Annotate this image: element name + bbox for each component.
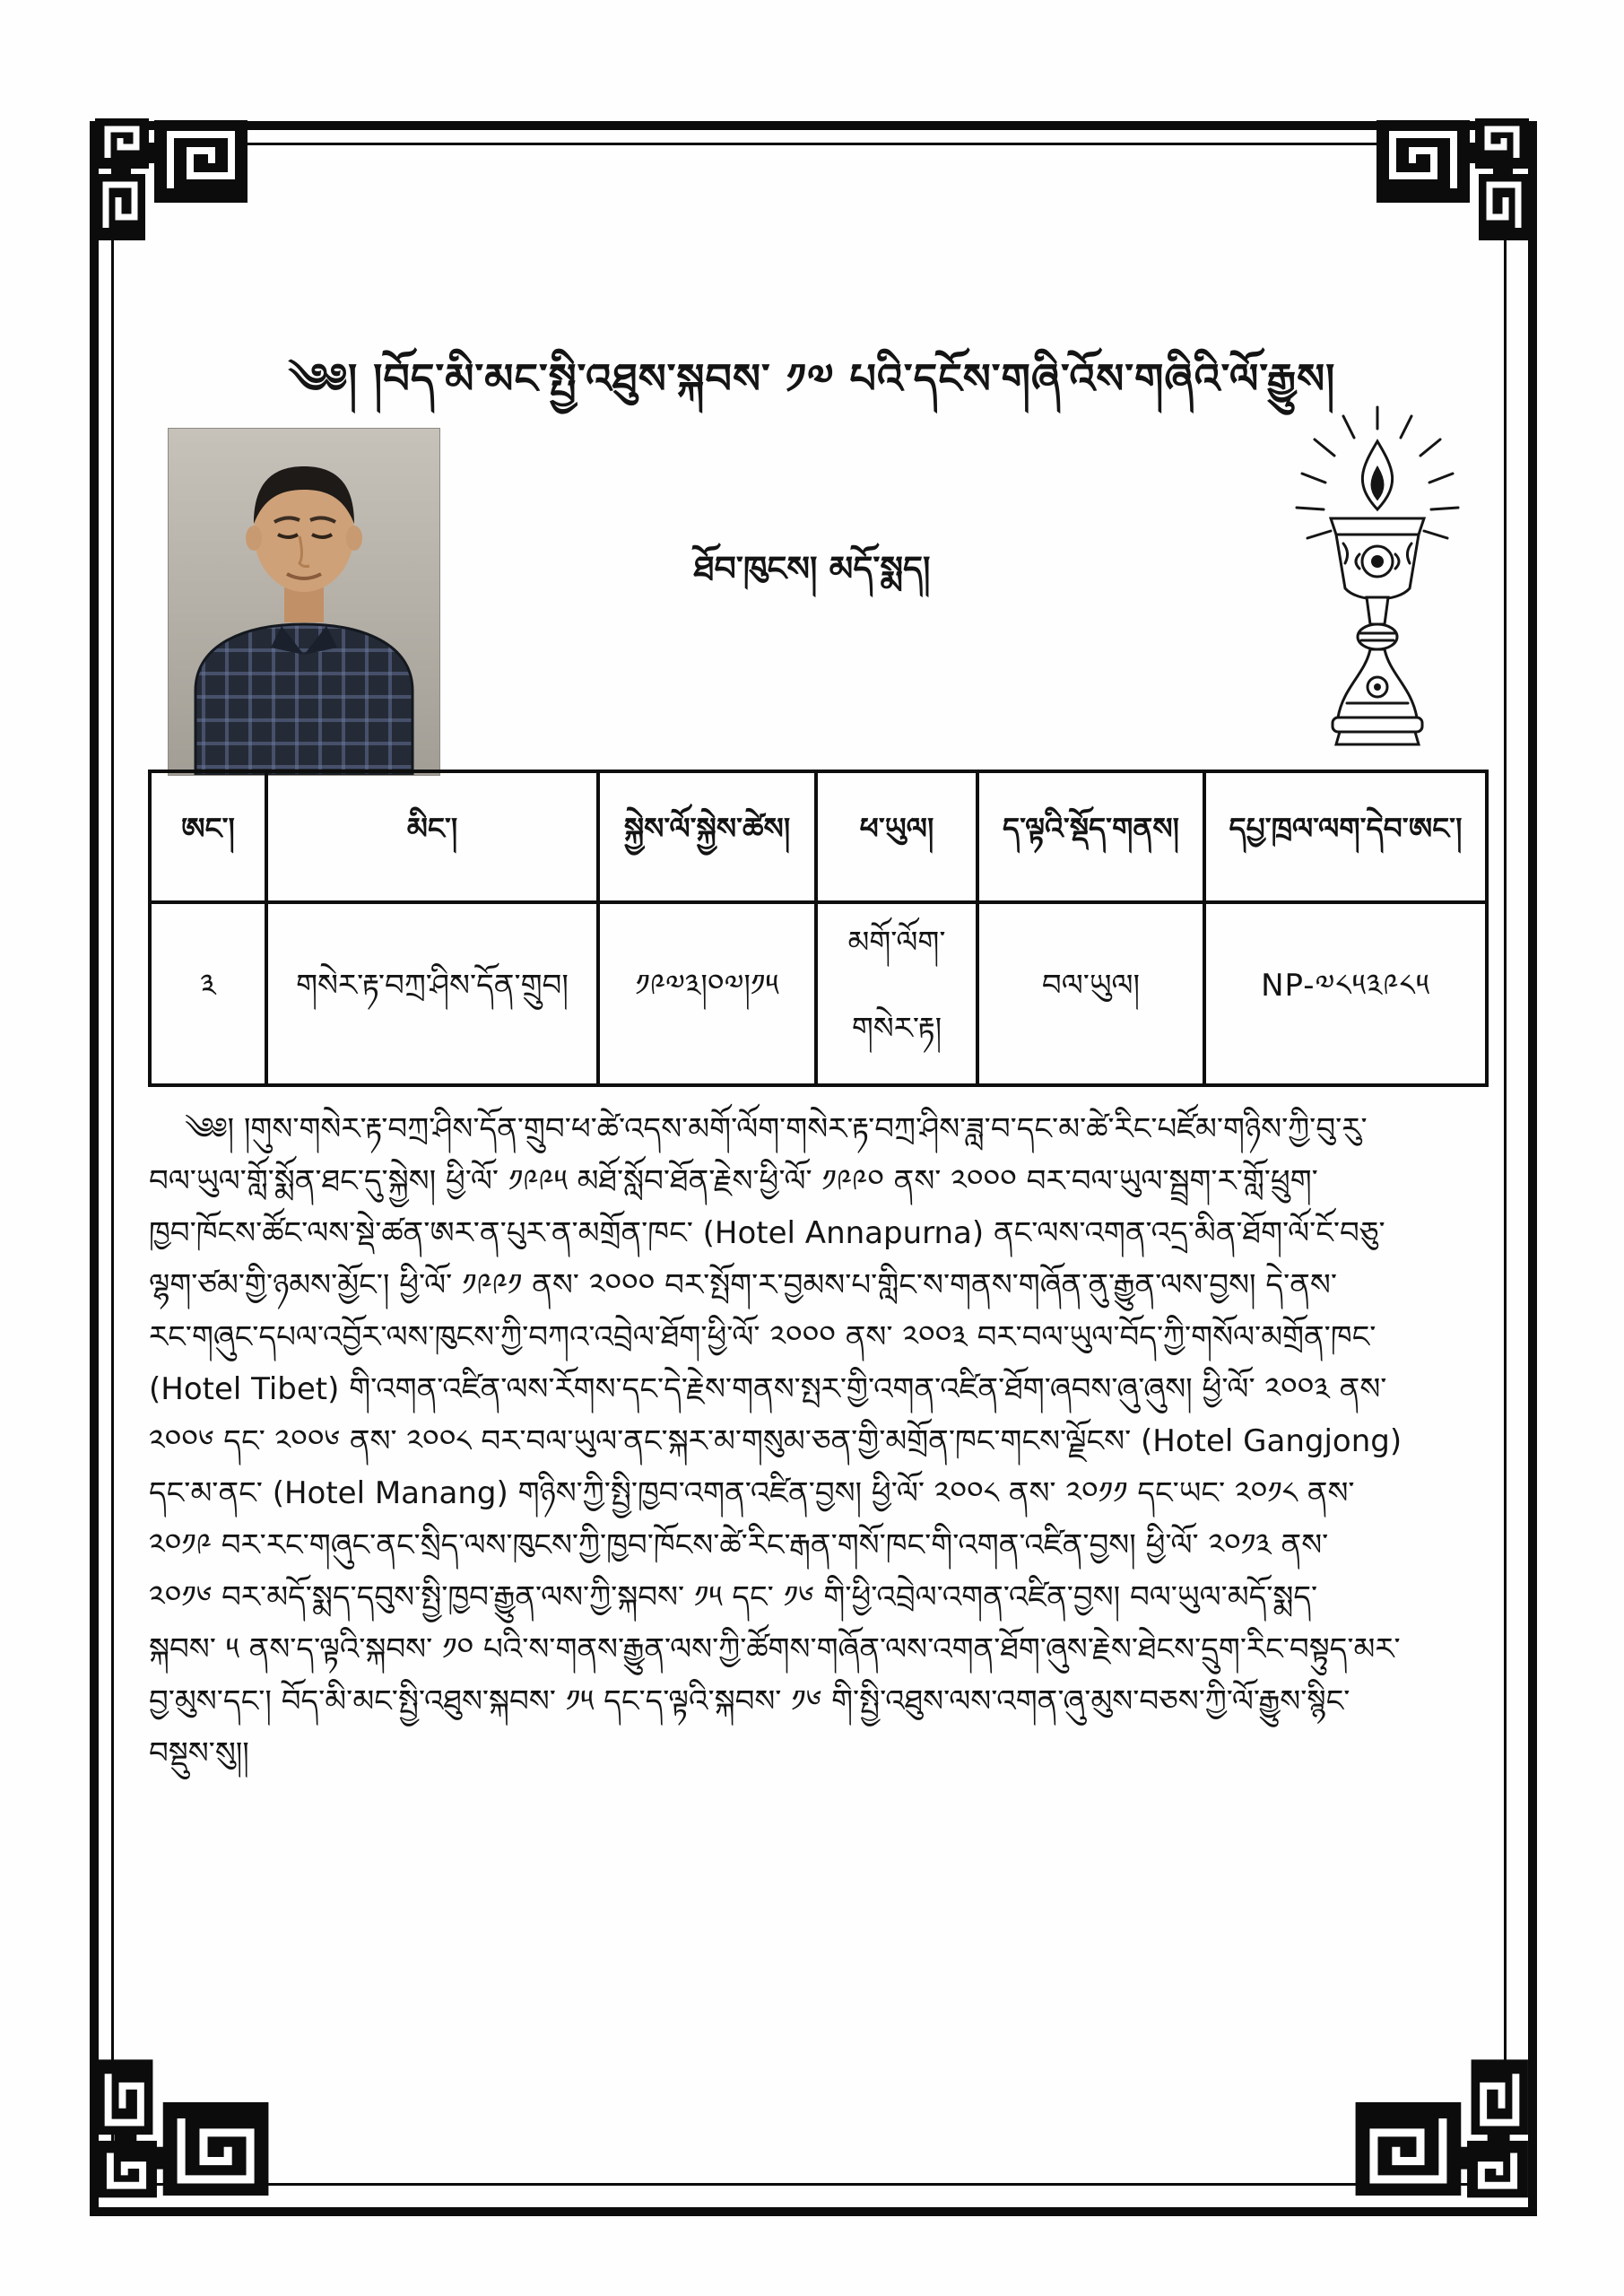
table-row <box>150 902 1487 1085</box>
cell-name: གསེར་རྟ་བཀྲ་ཤིས་དོན་གྲུབ། <box>266 902 598 1085</box>
header-homeland: ཕ་ཡུལ། <box>816 771 977 902</box>
bio-line: (Hotel Tibet) གི་འགན་འཛིན་ལས་རོགས་དང་དེ་རྗེས་གནས་སྤར་གྱི་འགན་འཛིན་ཐོག་ཞབས་ཞུ་ཞུས། ཕྱི་ལོ་ ༢༠༠༣ ནས་ <box>149 1371 1387 1407</box>
bio-line: ཁྱབ་ཁོངས་ཚོང་ལས་སྡེ་ཚན་ཨར་ན་པུར་ན་མགྲོན་ཁང་ (Hotel Annapurna) ནང་ལས་འགན་འདྲ་མིན་ཐོག་ལོ་ངོ་བཅུ་ <box>149 1215 1385 1251</box>
bio-line: ༢༠༠༦ དང་ ༢༠༠༦ ནས་ ༢༠༠༨ བར་བལ་ཡུལ་ནང་སྐར་མ་གསུམ་ཅན་གྱི་མགྲོན་ཁང་གངས་ལྗོངས་ (Hotel Gangjong) <box>149 1423 1403 1459</box>
candidate-photo <box>169 429 439 775</box>
constituency-subtitle: ཐོབ་ཁུངས། མདོ་སྨད། <box>693 549 931 588</box>
butter-lamp-icon <box>1284 402 1477 777</box>
cell-homeland: མགོ་ལོག་ གསེར་རྟ། <box>816 902 977 1085</box>
cell-current-residence: བལ་ཡུལ། <box>977 902 1204 1085</box>
bio-line: སྐབས་ ༥ ནས་ད་ལྟའི་སྐབས་ ༡༠ པའི་ས་གནས་རྒྱུན་ལས་ཀྱི་ཚོགས་གཞོན་ལས་འགན་ཐོག་ཞུས་རྗེས་ཐེངས་དྲུག་རིང་བསྟུད་མར་ <box>149 1631 1401 1667</box>
corner-ornament-top-left-icon <box>88 111 258 273</box>
header-name: མིང་། <box>266 771 598 902</box>
corner-ornament-bottom-right-icon <box>1343 2022 1536 2206</box>
bio-line: བལ་ཡུལ་གློ་སྨོན་ཐང་དུ་སྐྱེས། ཕྱི་ལོ་ ༡༩༩༥ མཐོ་སློབ་ཐོན་རྗེས་ཕྱི་ལོ་ ༡༩༩༠ ནས་ ༢༠༠༠ བར་བལ་ཡུལ་སྦྲག་ར་གློ་ཕྲུག་ <box>149 1163 1318 1199</box>
cell-number: ༣ <box>150 902 266 1085</box>
bio-line: རང་གཞུང་དཔལ་འབྱོར་ལས་ཁུངས་ཀྱི་བཀའ་འབྲེལ་ཐོག་ཕྱི་ལོ་ ༢༠༠༠ ནས་ ༢༠༠༣ བར་བལ་ཡུལ་བོད་ཀྱི་གསོལ་མགྲོན་ཁང་ <box>149 1319 1376 1355</box>
header-number: ཨང་། <box>150 771 266 902</box>
bio-line: ༢༠༡༦ བར་མདོ་སྨད་དབུས་སྤྱི་ཁྱབ་རྒྱུན་ལས་ཀྱི་སྐབས་ ༡༥ དང་ ༡༦ གི་ཕྱི་འབྲེལ་འགན་འཛིན་བྱས། བལ་ཡུལ་མདོ་སྨད་ <box>149 1579 1318 1615</box>
corner-ornament-bottom-left-icon <box>88 2022 281 2206</box>
header-green-book-number: དཔྱ་ཁྲལ་ལག་དེབ་ཨང་། <box>1204 771 1487 902</box>
biography-paragraph <box>149 1103 1487 1779</box>
bio-line: ༄༅། །གུས་གསེར་རྟ་བཀྲ་ཤིས་དོན་གྲུབ་ཕ་ཚེ་འདས་མགོ་ལོག་གསེར་རྟ་བཀྲ་ཤིས་ཟླ་བ་དང་མ་ཚེ་རིང་པཛོམ་གཉིས་ཀྱི་བུ་རུ་ <box>185 1111 1368 1147</box>
table-header-row <box>150 771 1487 902</box>
header-birth-date: སྐྱེས་ལོ་སྐྱེས་ཚེས། <box>598 771 816 902</box>
header-current-residence: ད་ལྟའི་སྡོད་གནས། <box>977 771 1204 902</box>
portrait-illustration <box>169 429 439 775</box>
bio-line: ལྷག་ཙམ་གྱི་ཉམས་མྱོང་། ཕྱི་ལོ་ ༡༩༩༡ ནས་ ༢༠༠༠ བར་སྤོག་ར་བྱམས་པ་གླིང་ས་གནས་གཞོན་ནུ་རྒྱུན་ལས་བྱས། དེ་ནས་ <box>149 1267 1337 1303</box>
bio-line: ༢༠༡༩ བར་རང་གཞུང་ནང་སྲིད་ལས་ཁུངས་ཀྱི་ཁྱབ་ཁོངས་ཚེ་རིང་རྒན་གསོ་ཁང་གི་འགན་འཛིན་བྱས། ཕྱི་ལོ་ ༢༠༡༣ ནས་ <box>149 1527 1329 1563</box>
bio-line: བསྡུས་སུ།། <box>149 1735 249 1771</box>
page-title: ༄༅། །བོད་མི་མང་སྤྱི་འཐུས་སྐབས་ ༡༧ པའི་དངོས་གཞི་འོས་གཞིའི་ལོ་རྒྱུས། <box>288 354 1336 403</box>
cell-birth-date: ༡༩༧༣།༠༧།༡༥ <box>598 902 816 1085</box>
bio-line: བྱ་མུས་དང་། བོད་མི་མང་སྤྱི་འཐུས་སྐབས་ ༡༥ དང་ད་ལྟའི་སྐབས་ ༡༦ གི་སྤྱི་འཐུས་ལས་འགན་ཞུ་མུས་བཅས་ཀྱི་ལོ་རྒྱུས་སྙིང་ <box>149 1683 1350 1719</box>
cell-green-book-number: NP-༧༨༥༣༩༨༥ <box>1204 902 1487 1085</box>
candidate-info-table <box>148 770 1489 1087</box>
bio-line: དང་མ་ནང་ (Hotel Manang) གཉིས་ཀྱི་སྤྱི་ཁྱབ་འགན་འཛིན་བྱས། ཕྱི་ལོ་ ༢༠༠༨ ནས་ ༢༠༡༡ དང་ཡང་ ༢༠༡༨ ནས་ <box>149 1475 1355 1511</box>
corner-ornament-top-right-icon <box>1366 111 1536 273</box>
